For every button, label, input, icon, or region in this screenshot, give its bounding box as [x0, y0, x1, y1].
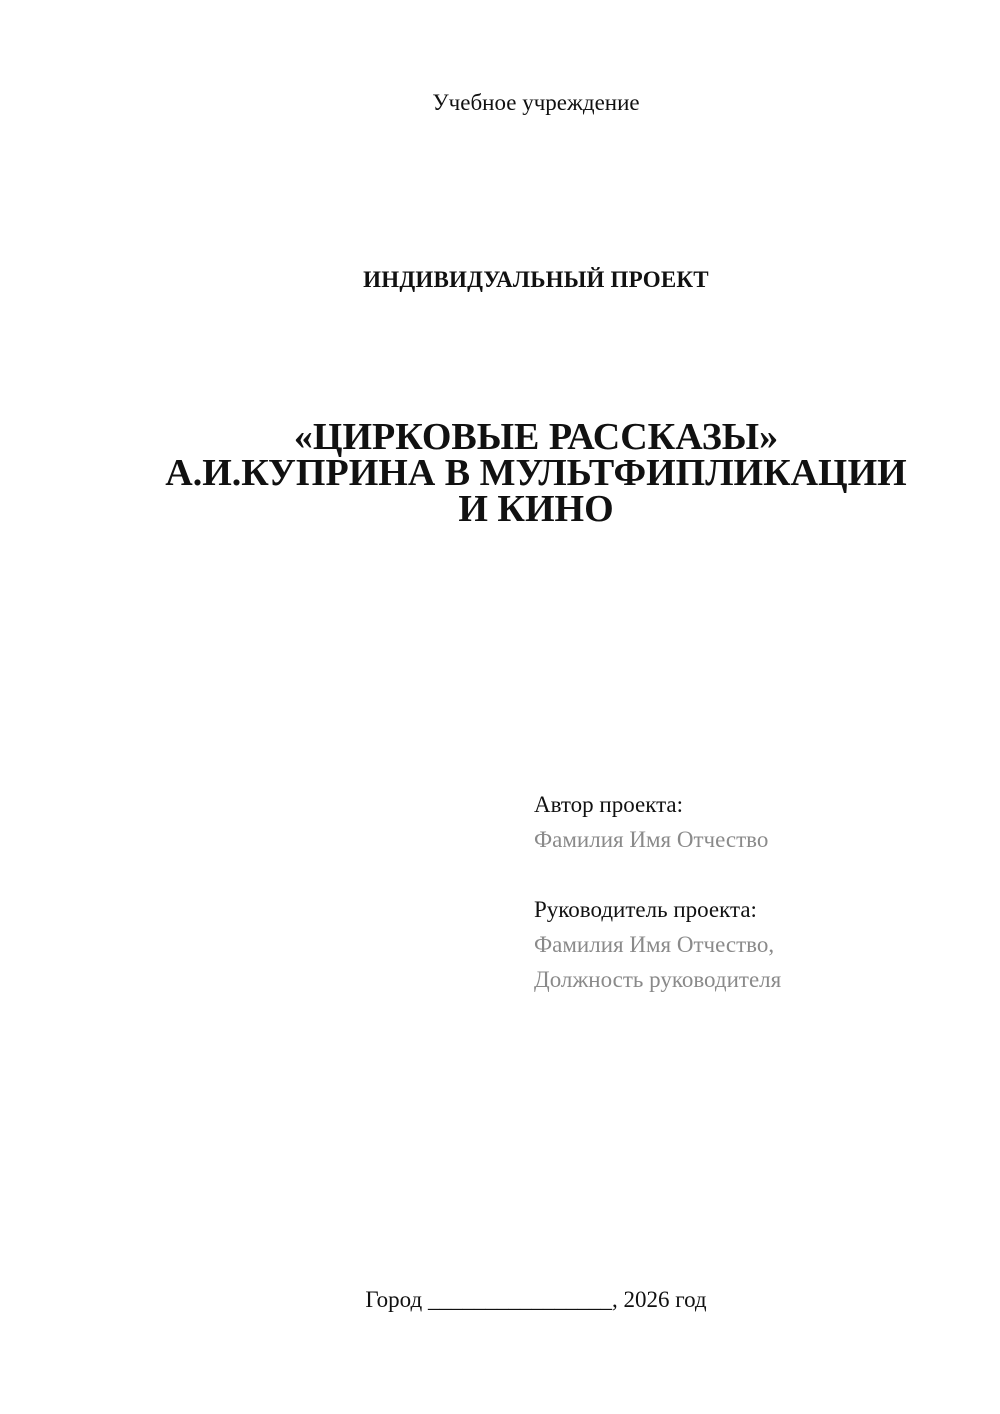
supervisor-label: Руководитель проекта: — [534, 897, 757, 922]
institution-name: Учебное учреждение — [432, 90, 640, 115]
document-type: ИНДИВИДУАЛЬНЫЙ ПРОЕКТ — [363, 267, 709, 292]
supervisor-position: Должность руководителя — [534, 967, 782, 992]
credits-spacer — [534, 857, 781, 892]
city-year-line: Город ________________, 2026 год — [365, 1287, 707, 1312]
credits-block — [534, 787, 781, 997]
project-title-line-1: «ЦИРКОВЫЕ РАССКАЗЫ» — [293, 416, 779, 458]
project-title-line-3: И КИНО — [458, 488, 614, 530]
project-title-line-2: А.И.КУПРИНА В МУЛЬТФИПЛИКАЦИИ — [165, 452, 907, 494]
author-name: Фамилия Имя Отчество — [534, 827, 769, 852]
author-label: Автор проекта: — [534, 792, 683, 817]
supervisor-name: Фамилия Имя Отчество, — [534, 932, 775, 957]
project-title — [0, 416, 1000, 530]
